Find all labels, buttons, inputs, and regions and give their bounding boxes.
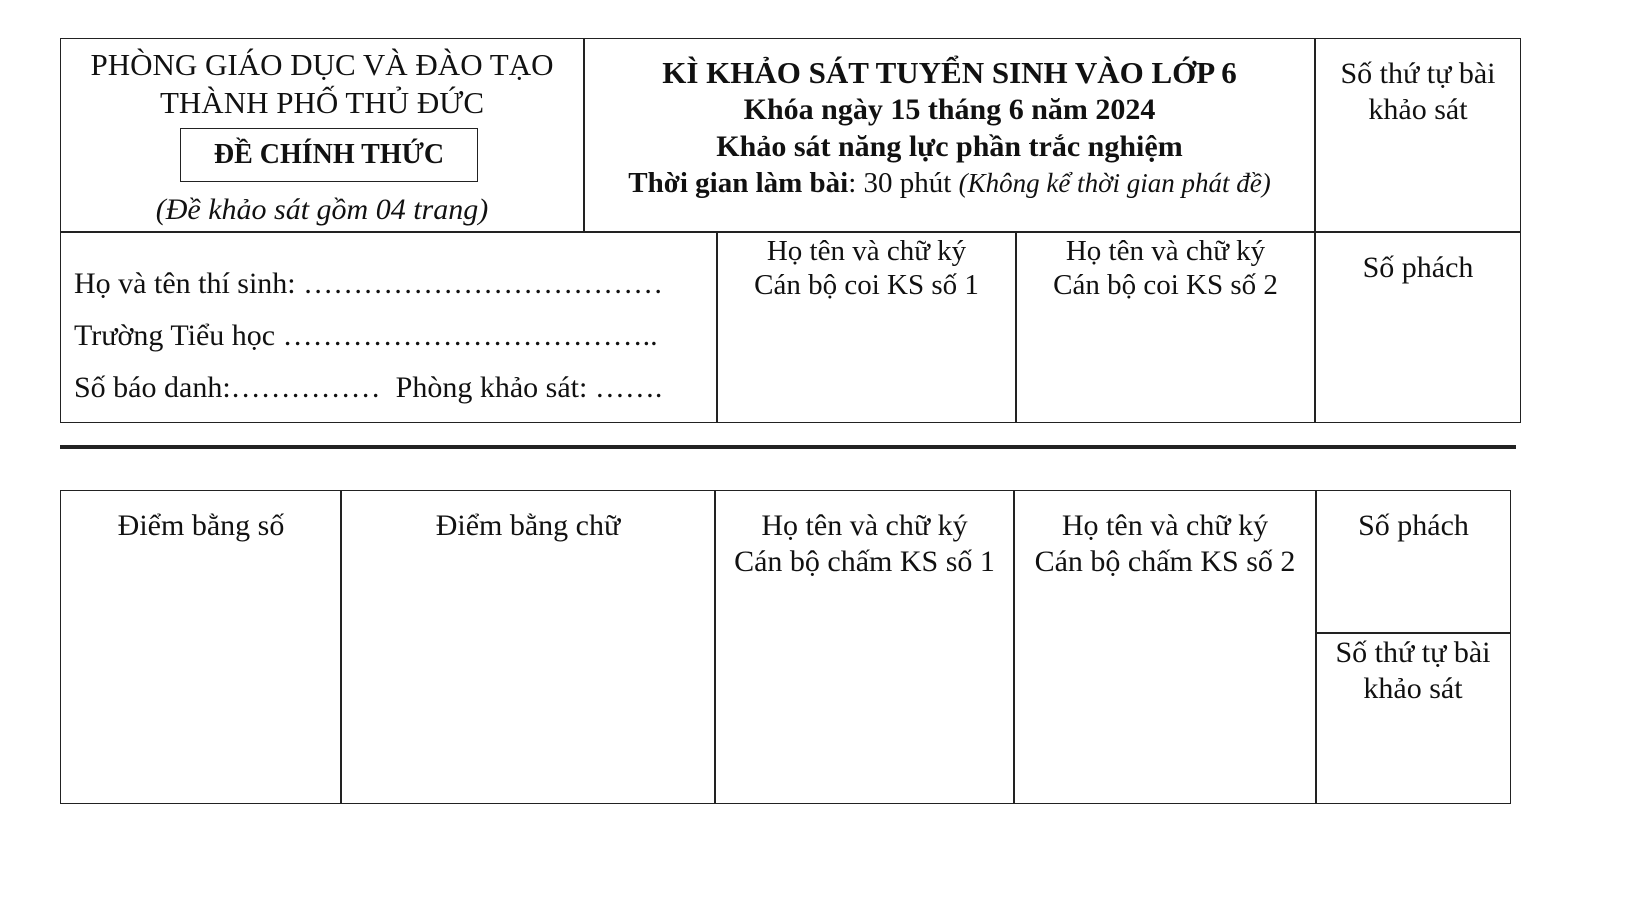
department-line-1: PHÒNG GIÁO DỤC VÀ ĐÀO TẠO bbox=[90, 47, 554, 82]
grading-order-number-label: Số thứ tự bài khảo sát bbox=[1335, 636, 1491, 705]
candidate-id-room bbox=[74, 370, 714, 406]
grader-1-box bbox=[716, 508, 1013, 580]
time-note: (Không kể thời gian phát đề) bbox=[958, 168, 1271, 198]
pages-note: (Đề khảo sát gồm 04 trang) bbox=[155, 193, 489, 226]
proctor-1-line-1: Họ tên và chữ ký bbox=[766, 235, 967, 267]
candidate-id-field: Số báo danh:…………… bbox=[74, 371, 381, 404]
exam-part: Khảo sát năng lực phần trắc nghiệm bbox=[716, 130, 1183, 163]
department-line-2: THÀNH PHỐ THỦ ĐỨC bbox=[159, 85, 485, 120]
grading-right-row-divider bbox=[1315, 632, 1511, 634]
header-col-divider-2 bbox=[1314, 38, 1316, 423]
exam-time bbox=[585, 165, 1314, 201]
candidate-name-field: Họ và tên thí sinh: ……………………………… bbox=[74, 267, 664, 300]
cut-line bbox=[60, 445, 1516, 449]
proctor-1-line-2: Cán bộ coi KS số 1 bbox=[754, 269, 979, 301]
header-row-divider bbox=[60, 231, 1521, 233]
grader-1-line-1: Họ tên và chữ ký bbox=[761, 509, 968, 542]
exam-title: KÌ KHẢO SÁT TUYỂN SINH VÀO LỚP 6 bbox=[662, 55, 1237, 90]
official-badge bbox=[180, 128, 478, 182]
time-label: Thời gian làm bài bbox=[628, 167, 849, 199]
official-label: ĐỀ CHÍNH THỨC bbox=[213, 139, 445, 170]
grader-2-line-1: Họ tên và chữ ký bbox=[1061, 509, 1269, 542]
proctor-2-line-2: Cán bộ coi KS số 2 bbox=[1053, 269, 1278, 301]
order-number-label: Số thứ tự bài khảo sát bbox=[1340, 57, 1496, 126]
proctor-2-box bbox=[1017, 234, 1314, 302]
exam-room-field: Phòng khảo sát: ……. bbox=[395, 371, 663, 404]
score-number-label: Điểm bằng số bbox=[117, 509, 285, 542]
primary-school-field: Trường Tiểu học ……………………………….. bbox=[74, 319, 658, 352]
time-value: : 30 phút bbox=[848, 167, 959, 199]
grader-1-line-2: Cán bộ chấm KS số 1 bbox=[734, 545, 995, 578]
score-words-label: Điểm bằng chữ bbox=[435, 509, 621, 542]
secret-code-label: Số phách bbox=[1362, 251, 1474, 284]
exam-date: Khóa ngày 15 tháng 6 năm 2024 bbox=[743, 93, 1156, 126]
grader-2-line-2: Cán bộ chấm KS số 2 bbox=[1034, 545, 1296, 578]
proctor-2-line-1: Họ tên và chữ ký bbox=[1065, 235, 1266, 267]
grader-2-box bbox=[1015, 508, 1315, 580]
department-name bbox=[62, 46, 582, 122]
proctor-1-box bbox=[718, 234, 1015, 302]
grading-secret-code-label: Số phách bbox=[1358, 509, 1469, 542]
